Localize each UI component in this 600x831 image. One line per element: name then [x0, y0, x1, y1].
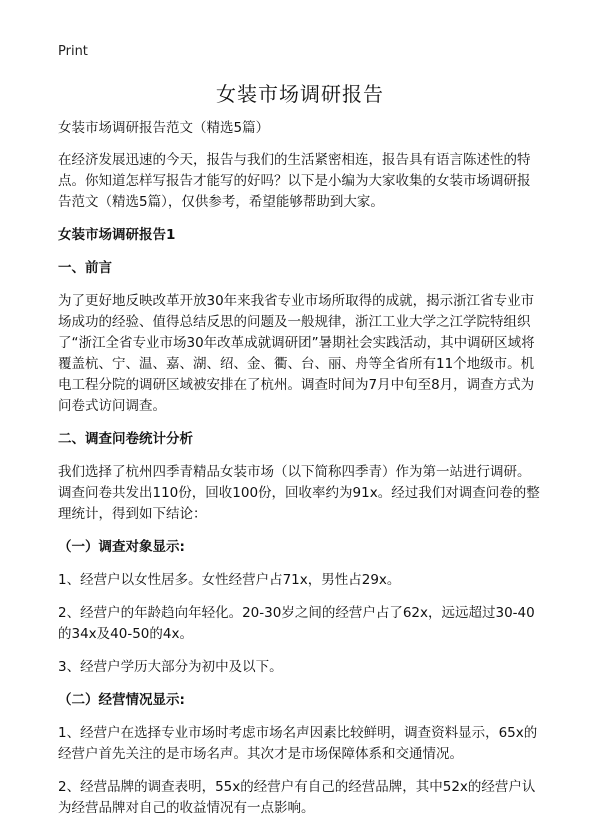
list-item: 1、经营户在选择专业市场时考虑市场名声因素比较鲜明，调查资料显示，65x的经营户首先关注的是市场名声。其次才是市场保障体系和交通情况。 — [58, 725, 538, 762]
subsection-heading-operations: （二）经营情况显示: — [58, 692, 185, 708]
list-item: 2、经营户的年龄趋向年轻化。20-30岁之间的经营户占了62x，远远超过30-40的34x及40-50的4x。 — [58, 605, 535, 642]
report-heading: 女装市场调研报告1 — [58, 227, 176, 243]
list-item: 2、经营品牌的调查表明，55x的经营户有自己的经营品牌，其中52x的经营户认为经营品牌对自己的收益情况有一点影响。 — [58, 779, 536, 816]
list-item: 3、经营户学历大部分为初中及以下。 — [58, 659, 283, 675]
document-body — [58, 118, 542, 831]
print-link[interactable]: Print — [58, 44, 88, 59]
intro-paragraph: 在经济发展迅速的今天，报告与我们的生活紧密相连，报告具有语言陈述性的特点。你知道怎样写报告才能写的好吗？以下是小编为大家收集的女装市场调研报告范文（精选5篇），仅供参考，希望能够帮助到大家。 — [58, 152, 531, 210]
survey-analysis-paragraph: 我们选择了杭州四季青精品女装市场（以下简称四季青）作为第一站进行调研。调查问卷共发出110份，回收100份，回收率约为91x。经过我们对调查问卷的整理统计，得到如下结论： — [58, 464, 540, 522]
section-heading-preface: 一、前言 — [58, 260, 112, 276]
document-subtitle: 女装市场调研报告范文（精选5篇） — [58, 120, 270, 136]
subsection-heading-respondents: （一）调查对象显示: — [58, 539, 185, 555]
list-item: 1、经营户以女性居多。女性经营户占71x，男性占29x。 — [58, 572, 401, 588]
section-heading-survey-analysis: 二、调查问卷统计分析 — [58, 431, 193, 447]
preface-paragraph: 为了更好地反映改革开放30年来我省专业市场所取得的成就，揭示浙江省专业市场成功的经验、值得总结反思的问题及一般规律，浙江工业大学之江学院特组织了“浙江全省专业市场30年改革成就调研团”暑期社会实践活动，其中调研区域将覆盖杭、宁、温、嘉、湖、绍、金、衢、台、丽、舟等全省所有11个地级市。机电工程分院的调研区域被安排在了杭州。调查时间为7月中旬至8月，调查方式为问卷式访问调查。 — [58, 293, 535, 414]
page-title: 女装市场调研报告 — [216, 82, 384, 106]
